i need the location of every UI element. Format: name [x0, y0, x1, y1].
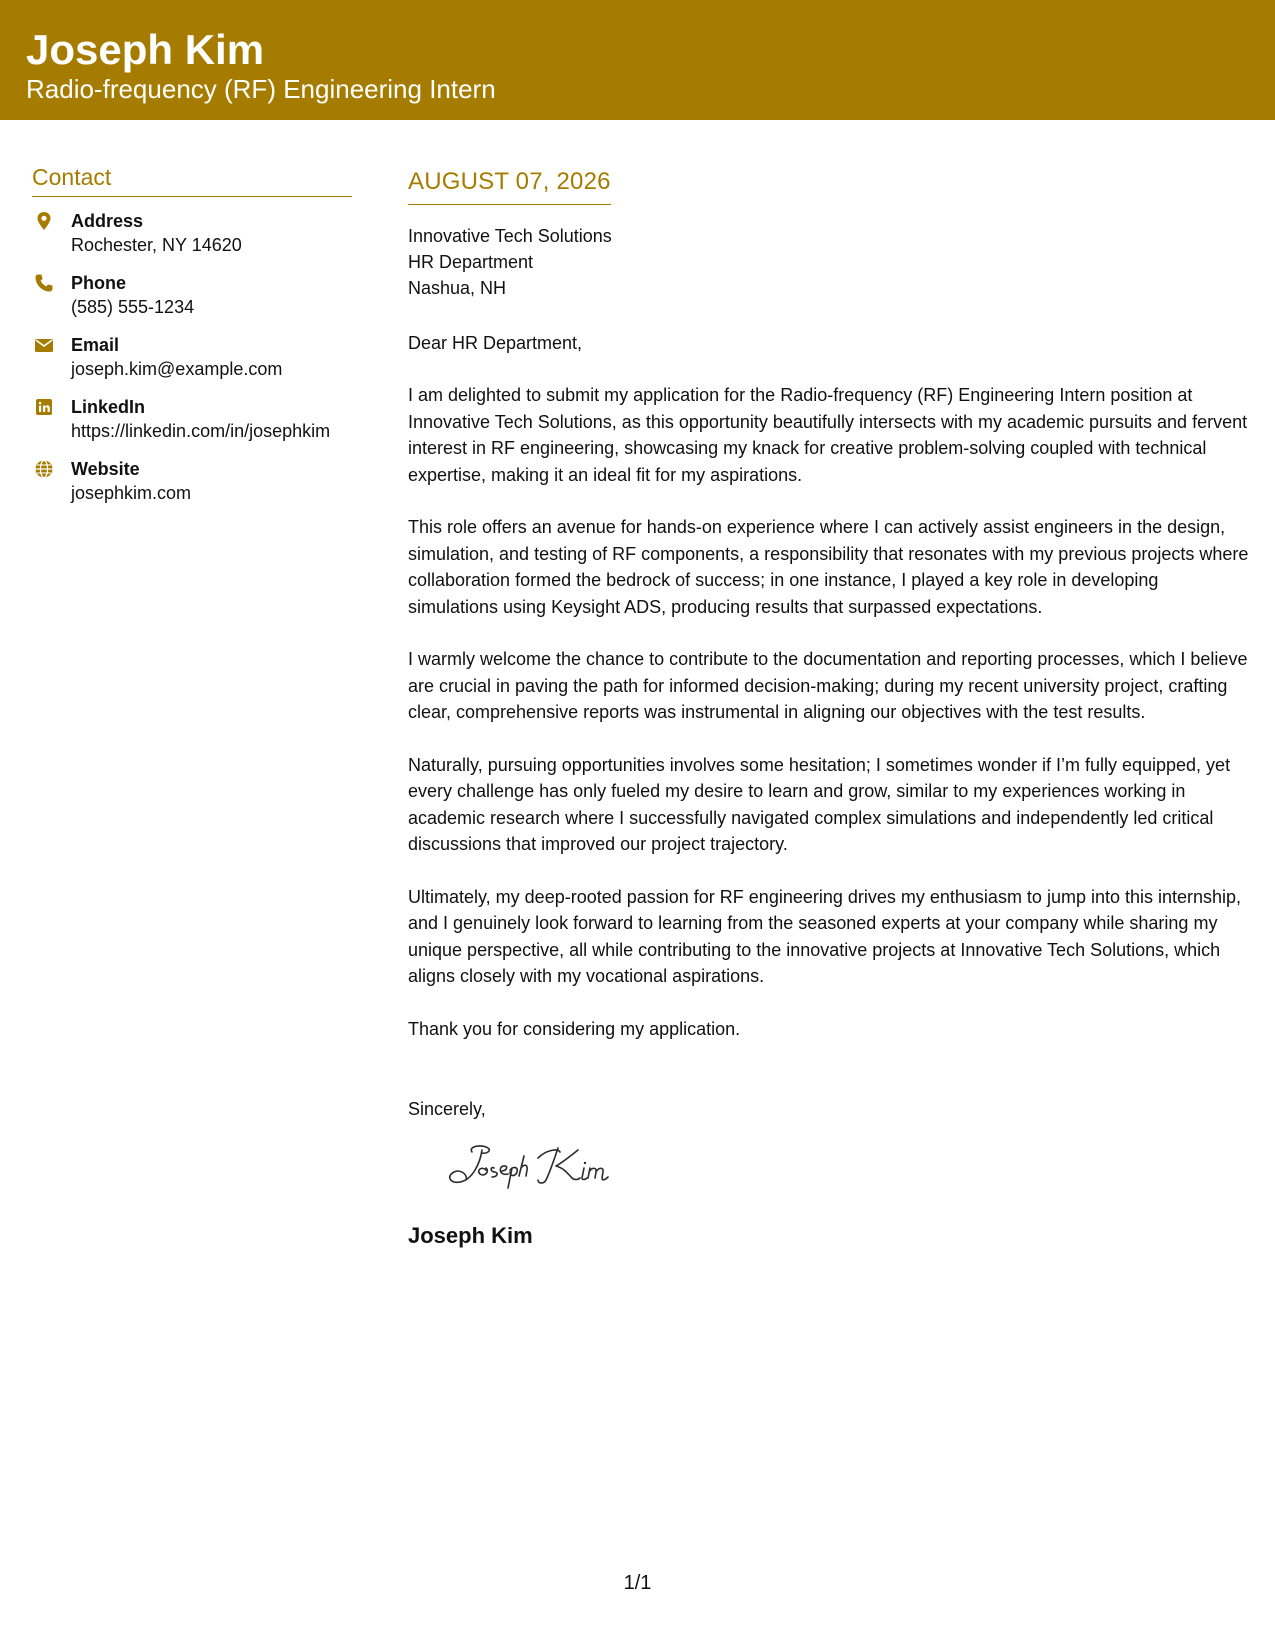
- contact-heading: Contact: [32, 162, 352, 197]
- handwritten-signature: [442, 1136, 642, 1202]
- letter-body: [408, 166, 1253, 1250]
- paragraph: Naturally, pursuing opportunities involves some hesitation; I sometimes wonder if I’m fully equipped, yet every challenge has only fueled my desire to learn and grow, similar to my experiences working in academic research where I successfully navigated complex simulations and independently led critical discussions that improved our project trajectory.: [408, 754, 1231, 854]
- closing: Sincerely,: [408, 1099, 486, 1119]
- website-label: Website: [71, 459, 140, 479]
- paragraph: This role offers an avenue for hands-on experience where I can actively assist engineers in the design, simulation, and testing of RF components, a responsibility that resonates with my previous projects where collaboration formed the bedrock of success; in one instance, I played a key role in developing simulations using Keysight ADS, producing results that surpassed expectations.: [408, 517, 1249, 617]
- linkedin-icon: [34, 397, 54, 417]
- signer-name: Joseph Kim: [408, 1223, 533, 1248]
- phone-label: Phone: [71, 273, 127, 293]
- paragraph: Ultimately, my deep-rooted passion for RF engineering drives my enthusiasm to jump into this internship, and I genuinely look forward to learning from the seasoned experts at your company while sharing my unique perspective, all while contributing to the innovative projects at Innovative Tech Solutions, which aligns closely with my vocational aspirations.: [408, 886, 1242, 986]
- linkedin-value[interactable]: https://linkedin.com/in/josephkim: [71, 421, 331, 441]
- recipient-location: Nashua, NH: [408, 278, 507, 298]
- letter-date: AUGUST 07, 2026: [408, 166, 611, 205]
- website-value[interactable]: josephkim.com: [71, 483, 192, 503]
- contact-item-email: [32, 333, 352, 381]
- globe-icon: [34, 459, 54, 479]
- phone-icon: [34, 273, 54, 293]
- address-label: Address: [71, 211, 144, 231]
- header-banner: [0, 0, 1275, 120]
- map-pin-icon: [34, 211, 54, 231]
- applicant-name: Joseph Kim: [26, 26, 265, 73]
- salutation: Dear HR Department,: [408, 333, 583, 353]
- email-value: joseph.kim@example.com: [71, 359, 283, 379]
- contact-item-address: [32, 209, 352, 257]
- linkedin-label: LinkedIn: [71, 397, 146, 417]
- address-value: Rochester, NY 14620: [71, 235, 242, 255]
- page-number: 1/1: [623, 1572, 652, 1594]
- recipient-block: [408, 223, 1253, 301]
- recipient-department: HR Department: [408, 252, 534, 272]
- contact-item-phone: [32, 271, 352, 319]
- job-title: Radio-frequency (RF) Engineering Intern: [26, 74, 496, 104]
- phone-value: (585) 555-1234: [71, 297, 195, 317]
- paragraph: I warmly welcome the chance to contribute to the documentation and reporting processes, which I believe are crucial in paving the path for informed decision-making; during my recent university project, crafting clear, comprehensive reports was instrumental in aligning our objectives with the test results.: [408, 649, 1248, 722]
- envelope-icon: [34, 335, 54, 355]
- contact-item-website: [32, 457, 352, 505]
- contact-item-linkedin: [32, 395, 352, 443]
- recipient-company: Innovative Tech Solutions: [408, 226, 612, 246]
- thank-you-line: Thank you for considering my application.: [408, 1018, 741, 1039]
- paragraph: I am delighted to submit my application for the Radio-frequency (RF) Engineering Intern position at Innovative Tech Solutions, as this opportunity beautifully intersects with my academic pursuits and fervent interest in RF engineering, showcasing my knack for creative problem-solving coupled with technical expertise, making it an ideal fit for my aspirations.: [408, 385, 1248, 485]
- email-label: Email: [71, 335, 120, 355]
- contact-sidebar: [32, 162, 352, 519]
